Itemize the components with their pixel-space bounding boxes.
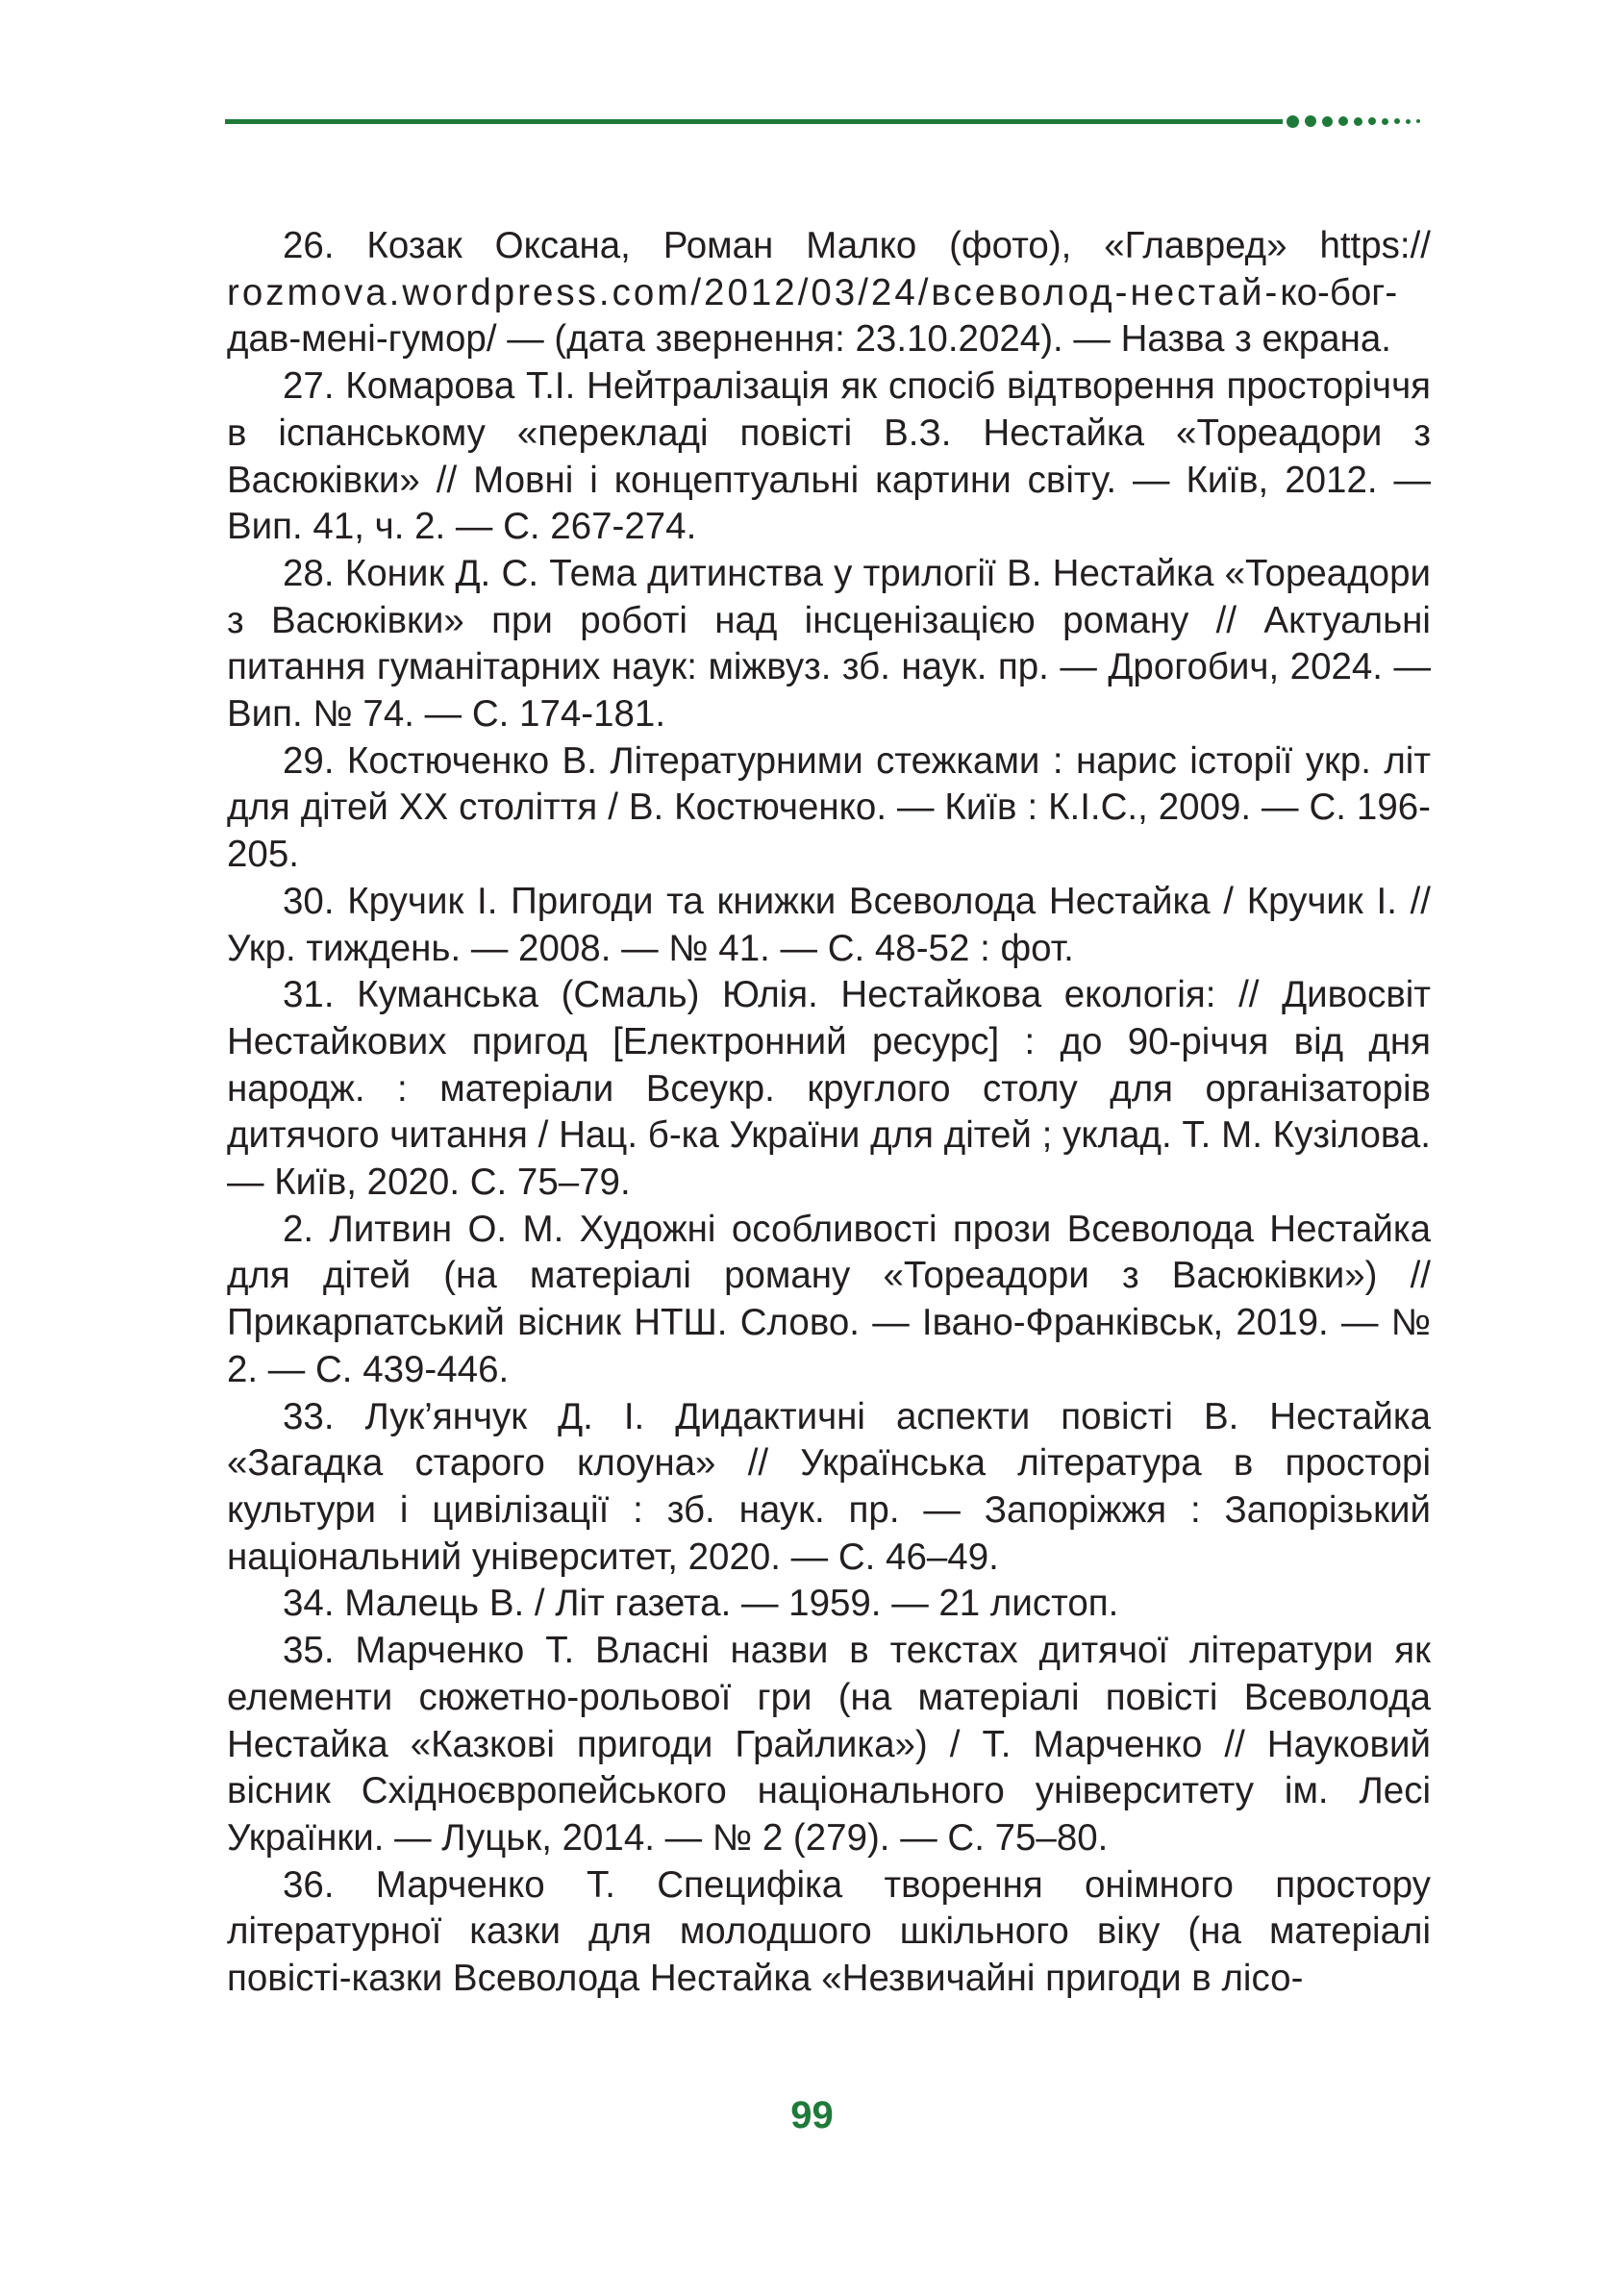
header-dot [1406,119,1411,124]
header-dot [1305,115,1316,127]
bibliography-list [227,223,1431,2003]
bibliography-entry-28: 28. Коник Д. С. Тема дитинства у трилогії В. Нестайка «Тореадори з Васюківки» при роботі над інсценізацією роману // Актуальні питання гуманітарних наук: міжвуз. зб. наук. пр. — Дрогобич, 2024. — Вип. № 74. — С. 174-181. [227,552,1431,736]
bibliography-entry-34: 34. Малець В. / Літ газета. — 1959. — 21 листоп. [283,1583,1119,1625]
bibliography-entry-31: 31. Куманська (Смаль) Юлія. Нестайкова екологія: // Дивосвіт Нестайкових пригод [Електронний ресурс] : до 90-річчя від дня народж. : матеріали Всеукр. круглого столу для організаторів дитячого читання / Нац. б-ка України для дітей ; уклад. Т. М. Кузілова. — Київ, 2020. С. 75–79. [227,974,1431,1204]
header-dot [1287,115,1299,128]
header-dot [1416,119,1420,123]
bibliography-entry-35: 35. Марченко Т. Власні назви в текстах дитячої літератури як елементи сюжетно-рольової гри (на матеріалі повісті Всеволода Нестайка «Казкові пригоди Грайлика») / Т. Марченко // Науковий вісник Східноєвропейського національного університету ім. Лесі Українки. — Луцьк, 2014. — № 2 (279). — С. 75–80. [227,1630,1431,1859]
bibliography-entry-36: 36. Марченко Т. Специфіка творення онімного простору літературної казки для молодшого шкільного віку (на матеріалі повісті-казки Всеволода Нестайка «Незвичайні пригоди в лісо- [227,1863,1431,2000]
header-dot [1322,116,1333,127]
entry-url: rozmova.wordpress.com/2012/03/24/всеволод-нестай- [227,271,1281,313]
bibliography-entry-27: 27. Комарова Т.І. Нейтралізація як спосіб відтворення просторіччя в іспанському «перекладі повісті В.З. Нестайка «Тореадори з Васюківки» // Мовні і концептуальні картини світу. — Київ, 2012. — Вип. 41, ч. 2. — С. 267-274. [227,365,1431,548]
bibliography-entry-32: 2. Литвин О. М. Художні особливості прози Всеволода Нестайка для дітей (на матеріалі роману «Тореадори з Васюківки») // Прикарпатський вісник НТШ. Слово. — Івано-Франківськ, 2019. — № 2. — С. 439-446. [227,1208,1431,1390]
bibliography-entry-26: 26. Козак Оксана, Роман Малко (фото), «Главред» https:// rozmova.wordpress.com/2012/03/24/всеволод-нестай-ко-бог-дав-мені-гумор/ — (дата звернення: 23.10.2024). — Назва з екрана. [227,225,1431,361]
header-dot [1354,117,1362,126]
header-dots [1287,114,1420,128]
header-rule [225,119,1283,124]
header-dot [1338,116,1348,126]
page-number: 99 [790,2094,834,2136]
header-dot [1394,118,1400,124]
bibliography-entry-30: 30. Кручик І. Пригоди та книжки Всеволода Нестайка / Кручик І. // Укр. тиждень. — 2008. — № 41. — С. 48-52 : фот. [227,880,1431,969]
bibliography-entry-33: 33. Лук’янчук Д. І. Дидактичні аспекти повісті В. Нестайка «Загадка старого клоуна» // Українська література в просторі культури і цивілізації : зб. наук. пр. — Запоріжжя : Запорізький національний університет, 2020. — С. 46–49. [227,1395,1431,1578]
header-dot [1382,118,1388,125]
header-dot [1368,117,1376,125]
bibliography-entry-29: 29. Костюченко В. Літературними стежками : нарис історії укр. літ для дітей ХХ століття / В. Костюченко. — Київ : К.І.С., 2009. — С. 196-205. [227,739,1431,876]
